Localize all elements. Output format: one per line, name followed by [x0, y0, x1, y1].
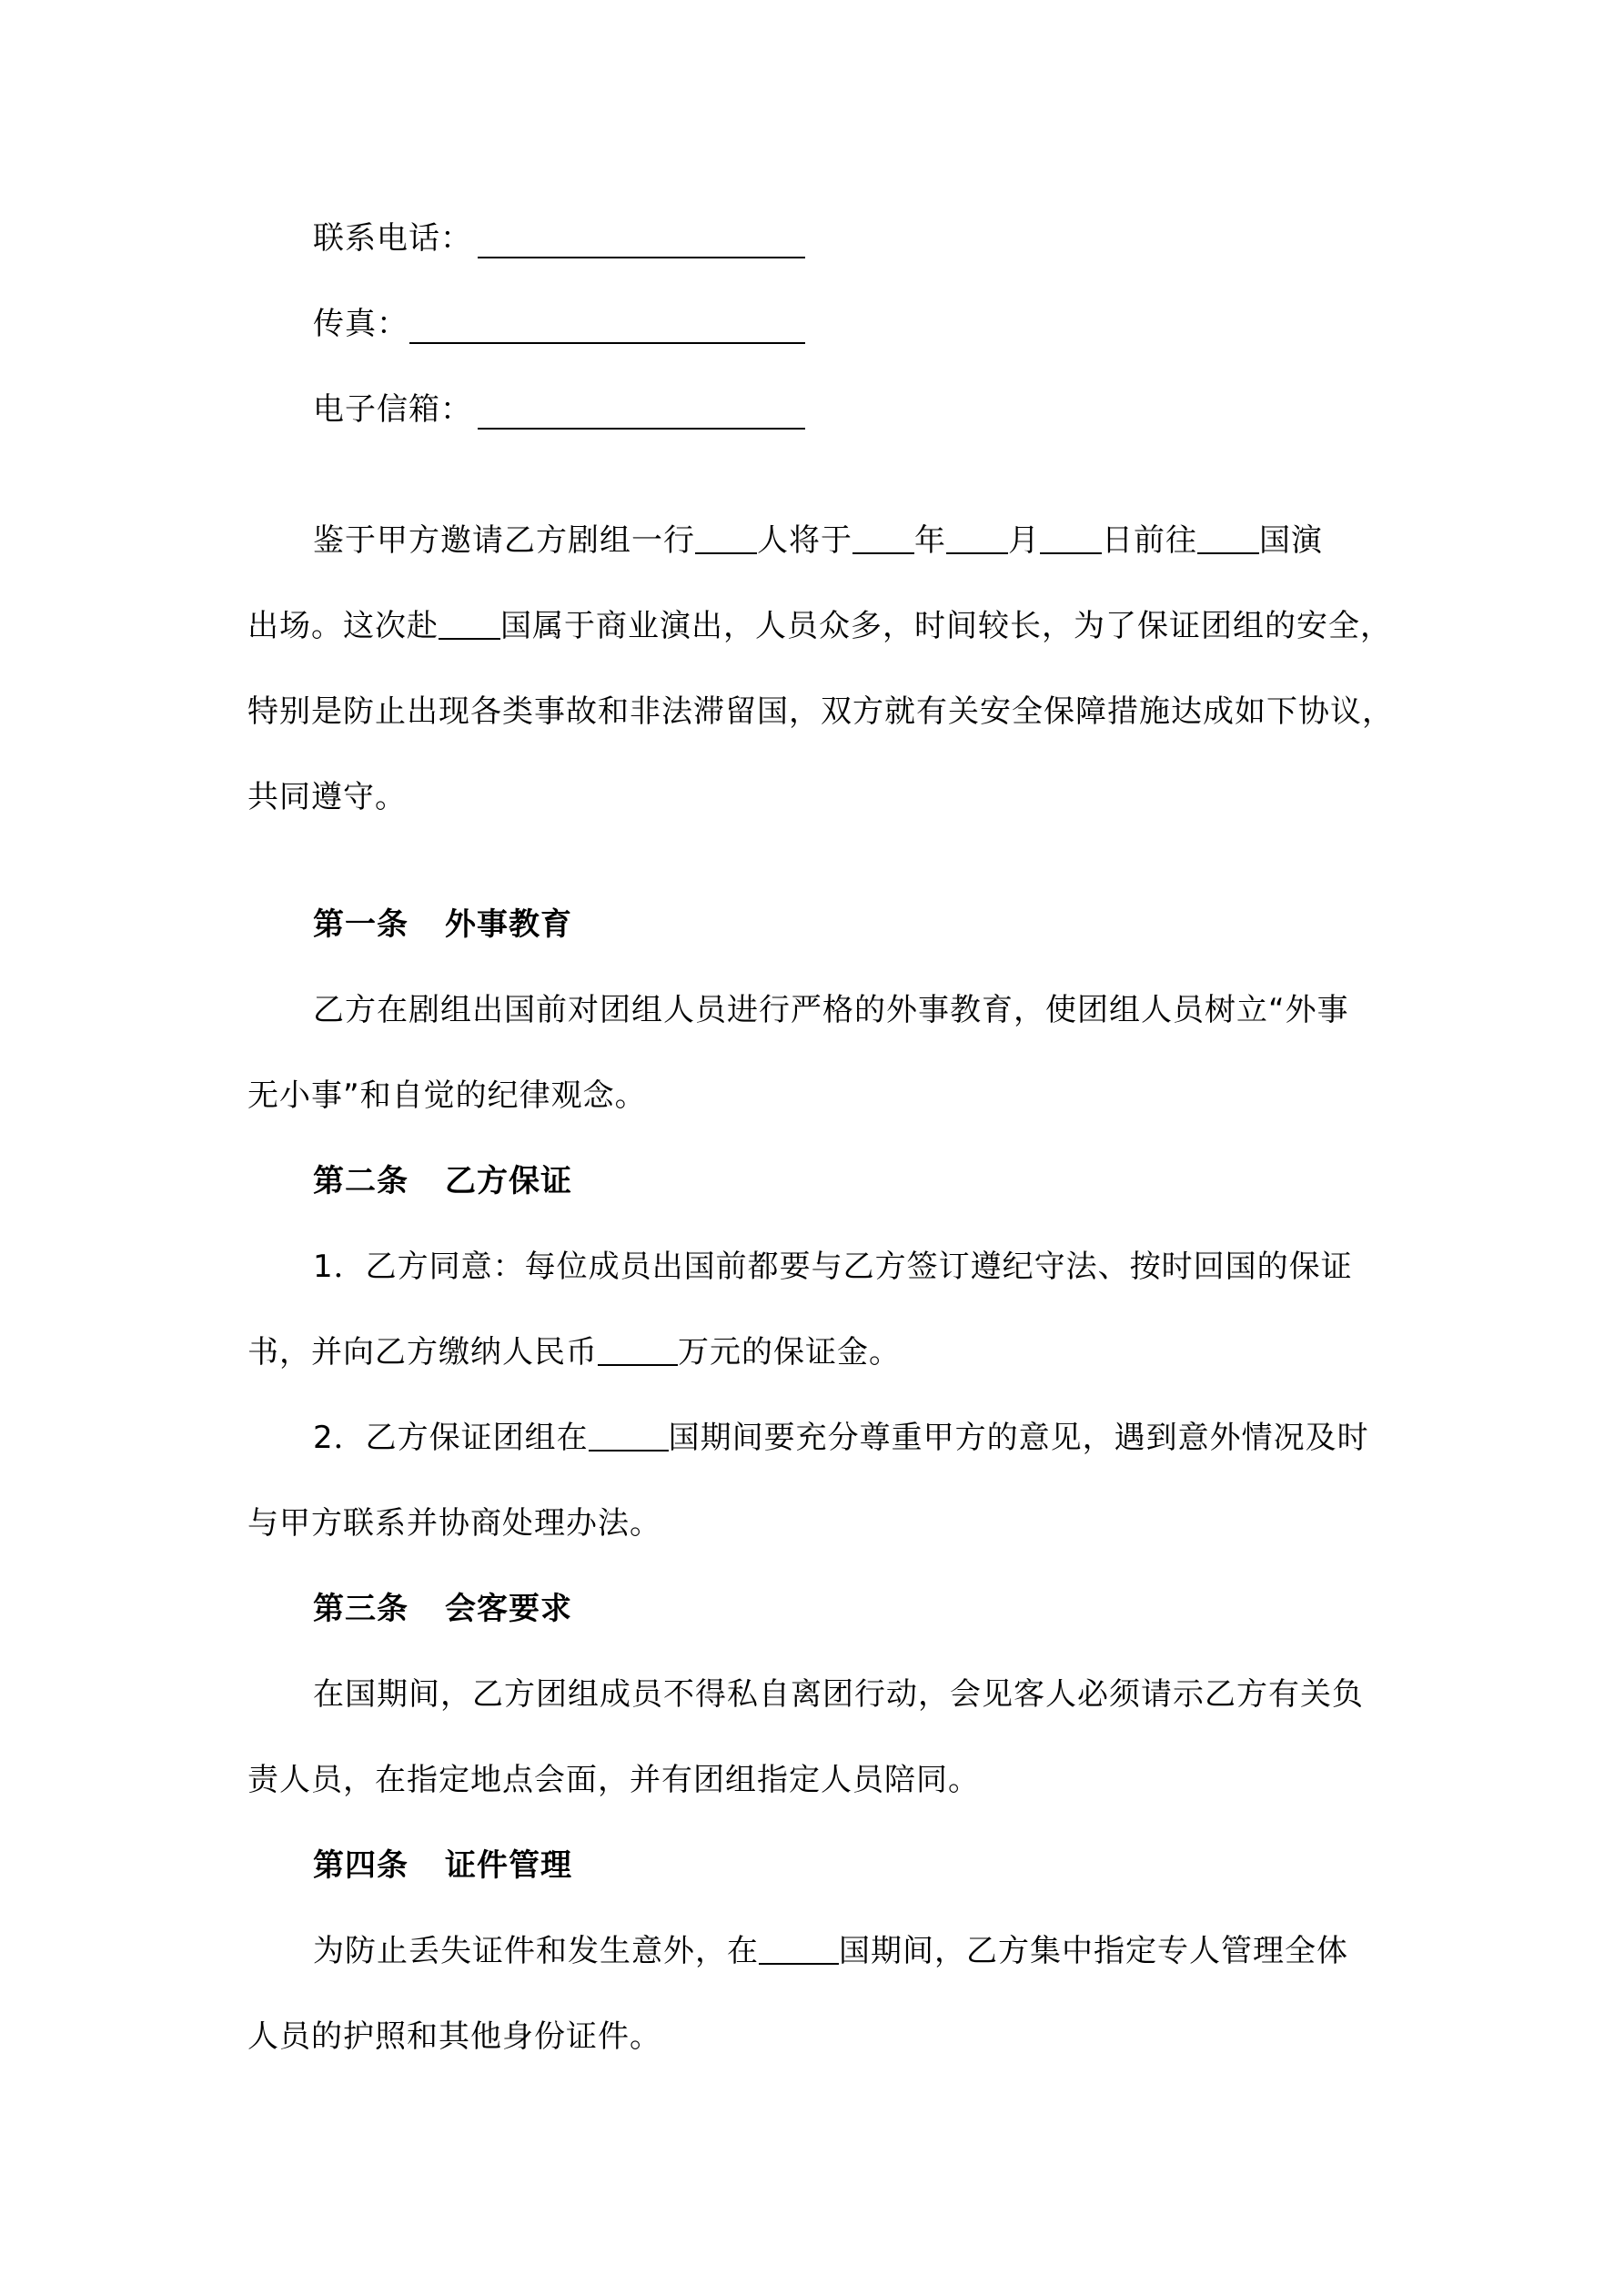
- preamble-line-3: 特别是防止出现各类事故和非法滞留国，双方就有关安全保障措施达成如下协议，: [247, 693, 1394, 730]
- text-segment: 日前往: [1102, 522, 1197, 559]
- article-3-line-2: 责人员，在指定地点会面，并有团组指定人员陪同。: [247, 1762, 980, 1798]
- text-segment: 人将于: [757, 522, 852, 559]
- article-2-item-2-line-2: 与甲方联系并协商处理办法。: [247, 1505, 661, 1542]
- text-segment: 万元的保证金。: [678, 1334, 901, 1371]
- text-segment: 书，并向乙方缴纳人民币: [247, 1334, 598, 1371]
- document-page: [247, 0, 1394, 2296]
- text-segment: 月: [1008, 522, 1040, 559]
- contact-phone-blank: [478, 257, 805, 258]
- blank-country-4: [759, 1934, 839, 1965]
- text-segment: 证件管理: [445, 1847, 572, 1884]
- preamble-line-4: 共同遵守。: [247, 779, 407, 815]
- text-segment: 国属于商业演出，人员众多，时间较长，为了保证团组的安全，: [500, 608, 1392, 644]
- text-segment: 国演: [1259, 522, 1323, 559]
- fax-blank: [409, 342, 805, 344]
- article-4-heading: [313, 1844, 572, 1887]
- article-1-line-1: 乙方在剧组出国前对团组人员进行严格的外事教育，使团组人员树立“外事: [313, 992, 1349, 1028]
- blank-people-count: [695, 523, 757, 554]
- text-segment: 第三条: [313, 1591, 409, 1627]
- preamble-line-1: [313, 519, 1323, 562]
- text-segment: 国期间，乙方集中指定专人管理全体: [839, 1933, 1348, 1969]
- article-4-line-2: 人员的护照和其他身份证件。: [247, 2018, 661, 2055]
- blank-deposit-amount: [598, 1335, 678, 1366]
- article-1-line-2: 无小事”和自觉的纪律观念。: [247, 1077, 647, 1114]
- article-3-heading: [313, 1587, 572, 1631]
- article-4-line-1: [313, 1929, 1348, 1973]
- email-blank: [478, 428, 805, 430]
- text-segment: 鉴于甲方邀请乙方剧组一行: [313, 522, 695, 559]
- article-2-item-1-line-2: [247, 1330, 901, 1374]
- article-1-heading: [313, 903, 572, 946]
- article-2-item-1-line-1: 1．乙方同意：每位成员出国前都要与乙方签订遵纪守法、按时回国的保证: [313, 1249, 1353, 1285]
- text-segment: 2．乙方保证团组在: [313, 1420, 589, 1456]
- blank-country-3: [589, 1421, 669, 1451]
- preamble-line-2: [247, 604, 1392, 648]
- blank-day: [1040, 523, 1102, 554]
- blank-country-2: [439, 609, 500, 640]
- contact-phone-label: 联系电话：: [313, 220, 472, 257]
- email-label: 电子信箱：: [313, 391, 472, 428]
- article-3-line-1: 在国期间，乙方团组成员不得私自离团行动，会见客人必须请示乙方有关负: [313, 1676, 1364, 1713]
- text-segment: 会客要求: [445, 1591, 572, 1627]
- text-segment: 国期间要充分尊重甲方的意见，遇到意外情况及时: [668, 1420, 1369, 1456]
- fax-label: 传真：: [313, 306, 409, 342]
- text-segment: 出场。这次赴: [247, 608, 439, 644]
- blank-country: [1197, 523, 1259, 554]
- blank-month: [946, 523, 1008, 554]
- text-segment: 为防止丢失证件和发生意外，在: [313, 1933, 759, 1969]
- article-2-heading: [313, 1159, 572, 1203]
- text-segment: 年: [914, 522, 946, 559]
- blank-year: [852, 523, 914, 554]
- text-segment: 外事教育: [445, 906, 572, 943]
- text-segment: 乙方保证: [445, 1163, 572, 1199]
- text-segment: 第四条: [313, 1847, 409, 1884]
- text-segment: 第二条: [313, 1163, 409, 1199]
- text-segment: 第一条: [313, 906, 409, 943]
- article-2-item-2-line-1: [313, 1416, 1369, 1460]
